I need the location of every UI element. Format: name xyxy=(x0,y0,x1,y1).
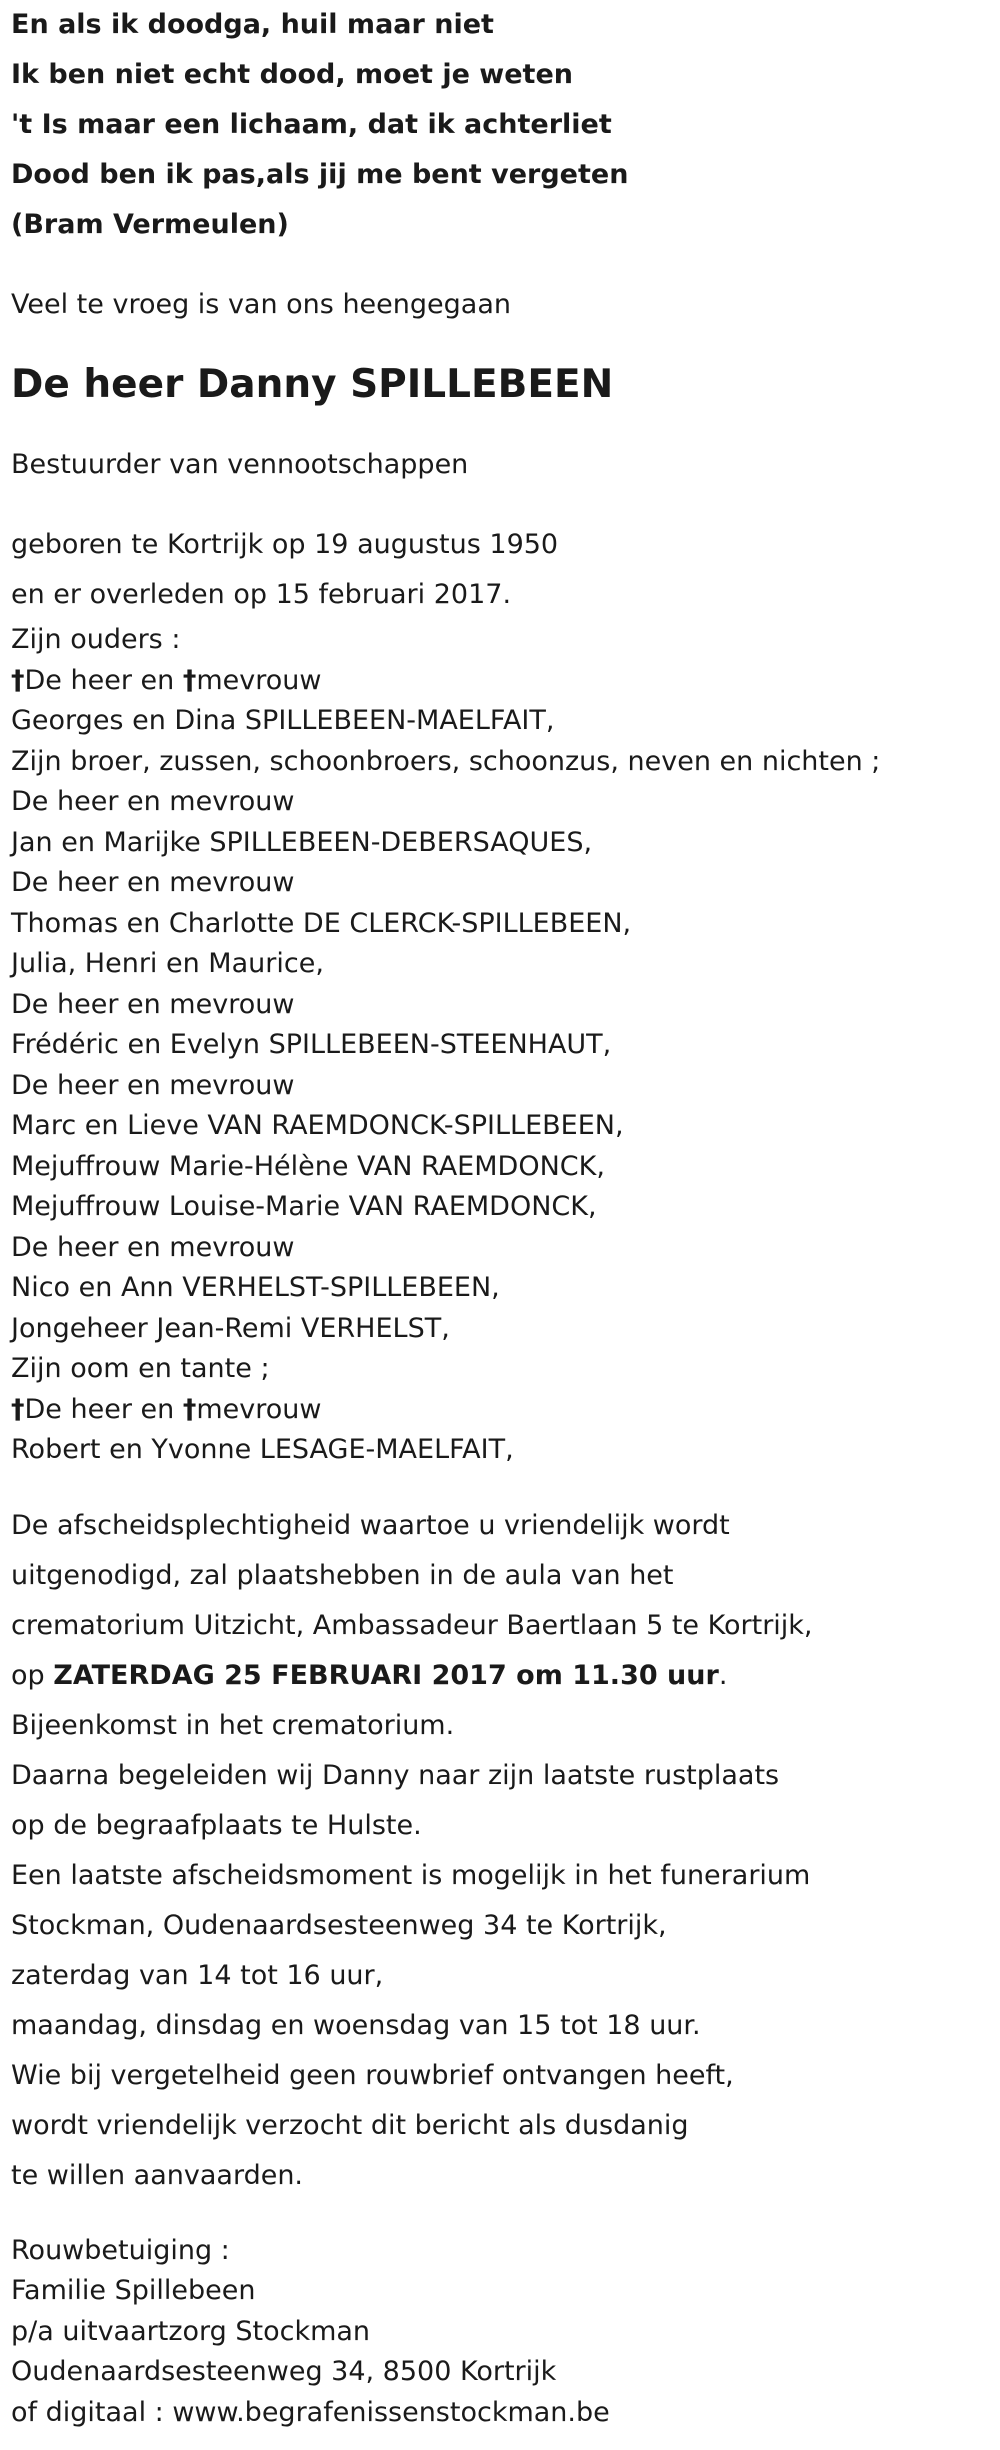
family-list xyxy=(11,620,1000,1471)
family-names: Jan en Marijke SPILLEBEEN-DEBERSAQUES, xyxy=(11,826,593,858)
family-title: De heer en mevrouw xyxy=(11,988,295,1020)
uncle-names: Robert en Yvonne LESAGE-MAELFAIT, xyxy=(11,1434,514,1465)
family-names: Frédéric en Evelyn SPILLEBEEN-STEENHAUT, xyxy=(11,1029,612,1060)
siblings-label: Zijn broer, zussen, schoonbroers, schoonzus, neven en nichten ; xyxy=(11,745,881,777)
cross-icon: † xyxy=(182,1393,197,1425)
family-names: Nico en Ann VERHELST-SPILLEBEEN, xyxy=(11,1272,500,1303)
family-title: De heer en mevrouw xyxy=(11,786,295,817)
intro-text: Veel te vroeg is van ons heengegaan xyxy=(11,289,511,320)
family-children: Mejuffrouw Louise-Marie VAN RAEMDONCK, xyxy=(11,1191,597,1222)
ceremony-line: zaterdag van 14 tot 16 uur, xyxy=(11,1959,384,1991)
ceremony-line: Wie bij vergetelheid geen rouwbrief ontvangen heeft, xyxy=(11,2059,734,2091)
poem-line: En als ik doodga, huil maar niet xyxy=(11,9,494,40)
family-children: Jongeheer Jean-Remi VERHELST, xyxy=(11,1312,450,1344)
birth-text: geboren te Kortrijk op 19 augustus 1950 xyxy=(11,529,559,560)
condolences-label: Rouwbetuiging : xyxy=(11,2234,230,2266)
ceremony-line: Een laatste afscheidsmoment is mogelijk in het funerarium xyxy=(11,1859,811,1891)
uncle-title: †De heer en †mevrouw xyxy=(11,1393,322,1425)
ceremony-date-line: op ZATERDAG 25 FEBRUARI 2017 om 11.30 uur. xyxy=(11,1659,728,1691)
condolences xyxy=(11,2231,1000,2434)
ceremony-date: ZATERDAG 25 FEBRUARI 2017 om 11.30 uur xyxy=(53,1659,719,1691)
parents-label: Zijn ouders : xyxy=(11,624,181,655)
ceremony-line: te willen aanvaarden. xyxy=(11,2159,304,2191)
cross-icon: † xyxy=(182,664,197,696)
ceremony-line: De afscheidsplechtigheid waartoe u vriendelijk wordt xyxy=(11,1509,730,1541)
condolences-line: Oudenaardsesteenweg 34, 8500 Kortrijk xyxy=(11,2356,557,2387)
family-title: De heer en mevrouw xyxy=(11,1069,295,1101)
ceremony-line: Bijeenkomst in het crematorium. xyxy=(11,1709,455,1741)
condolences-line: p/a uitvaartzorg Stockman xyxy=(11,2315,371,2347)
cross-icon: † xyxy=(11,1393,25,1425)
family-title: De heer en mevrouw xyxy=(11,1231,295,1263)
deceased-name: De heer Danny SPILLEBEEN xyxy=(11,362,614,407)
ceremony-line: maandag, dinsdag en woensdag van 15 tot 18 uur. xyxy=(11,2009,701,2041)
poem-line: Ik ben niet echt dood, moet je weten xyxy=(11,59,573,90)
uncle-label: Zijn oom en tante ; xyxy=(11,1353,270,1384)
parents-names: Georges en Dina SPILLEBEEN-MAELFAIT, xyxy=(11,705,555,736)
ceremony-line: crematorium Uitzicht, Ambassadeur Baertlaan 5 te Kortrijk, xyxy=(11,1609,813,1641)
ceremony-line: op de begraafplaats te Hulste. xyxy=(11,1809,422,1841)
poem xyxy=(11,0,1000,250)
poem-line: Dood ben ik pas,als jij me bent vergeten xyxy=(11,159,629,190)
ceremony-line: Daarna begeleiden wij Danny naar zijn laatste rustplaats xyxy=(11,1759,780,1791)
poem-line: 't Is maar een lichaam, dat ik achterliet xyxy=(11,109,612,140)
family-names: Thomas en Charlotte DE CLERCK-SPILLEBEEN, xyxy=(11,907,632,939)
ceremony-line: wordt vriendelijk verzocht dit bericht als dusdanig xyxy=(11,2109,689,2141)
profession-text: Bestuurder van vennootschappen xyxy=(11,449,469,480)
family-children: Julia, Henri en Maurice, xyxy=(11,948,324,979)
ceremony-line: Stockman, Oudenaardsesteenweg 34 te Kortrijk, xyxy=(11,1909,667,1941)
family-names: Marc en Lieve VAN RAEMDONCK-SPILLEBEEN, xyxy=(11,1110,624,1141)
family-children: Mejuffrouw Marie-Hélène VAN RAEMDONCK, xyxy=(11,1150,605,1182)
family-title: De heer en mevrouw xyxy=(11,867,295,898)
condolences-website: of digitaal : www.begrafenissenstockman.be xyxy=(11,2396,610,2428)
death-text: en er overleden op 15 februari 2017. xyxy=(11,579,512,610)
ceremony-info xyxy=(11,1501,1000,2201)
parents-title: †De heer en †mevrouw xyxy=(11,664,322,696)
cross-icon: † xyxy=(11,664,25,696)
ceremony-line: uitgenodigd, zal plaatshebben in de aula van het xyxy=(11,1559,674,1591)
poem-author: (Bram Vermeulen) xyxy=(11,209,289,240)
condolences-line: Familie Spillebeen xyxy=(11,2275,256,2306)
